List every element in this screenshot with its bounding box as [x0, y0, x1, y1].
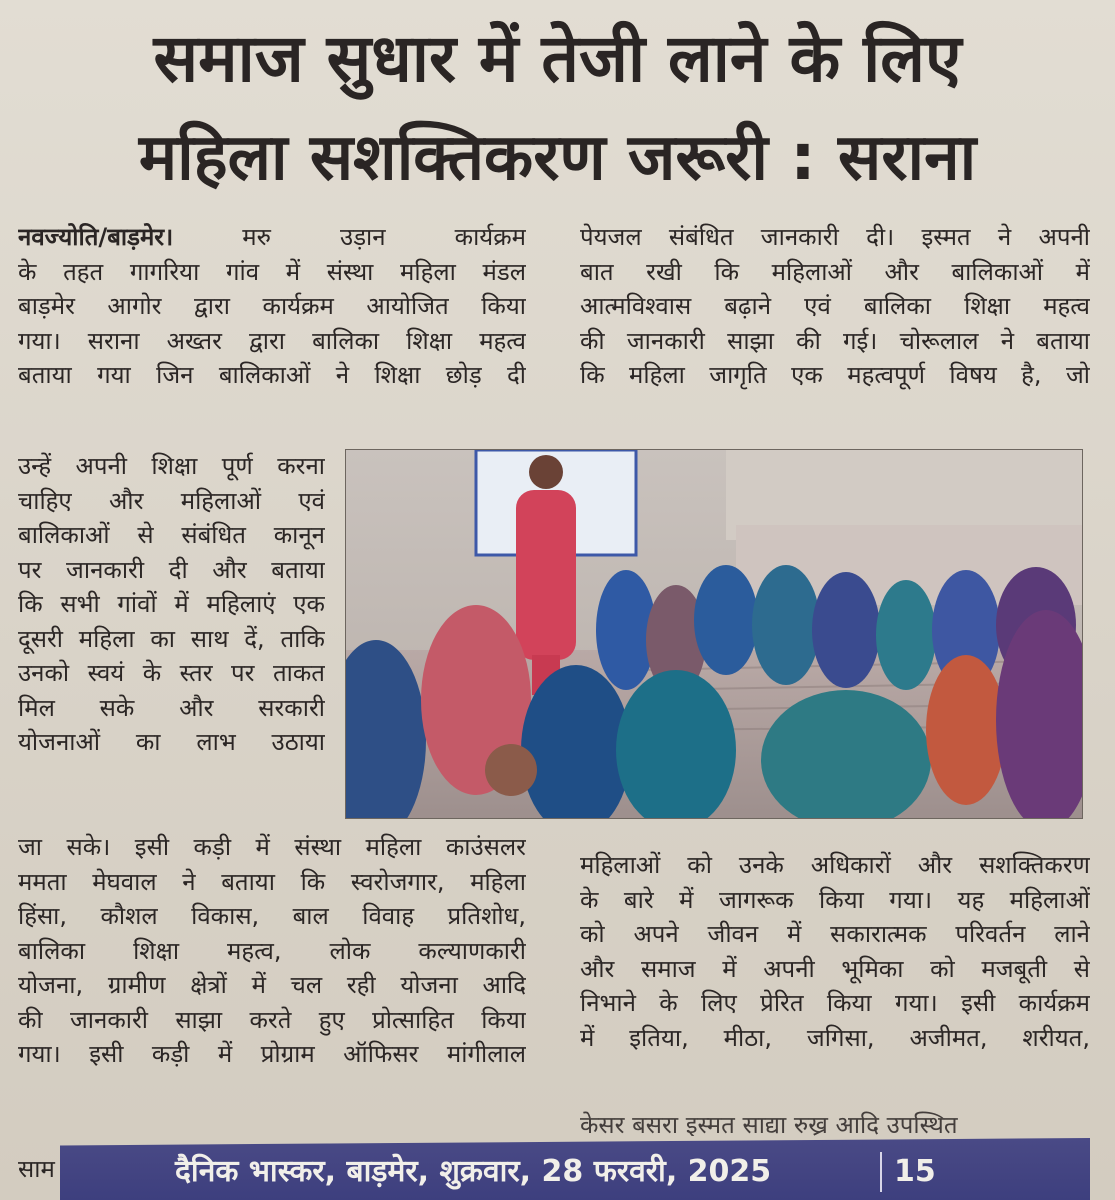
article-line: में इतिया, मीठा, जगिसा, अजीमत, शरीयत,	[580, 1023, 1090, 1052]
article-line: को अपने जीवन में सकारात्मक परिवर्तन लाने	[580, 920, 1090, 948]
article-line: मिल सके और सरकारी	[18, 693, 325, 722]
article-line: पेयजल संबंधित जानकारी दी। इस्मत ने अपनी	[580, 223, 1090, 251]
article-line: के तहत गागरिया गांव में संस्था महिला मंडल	[18, 257, 526, 286]
article-line: चाहिए और महिलाओं एवं	[18, 486, 325, 515]
article-line: दूसरी महिला का साथ दें, ताकि	[18, 624, 325, 653]
article-line: की जानकारी साझा की गई। चोरूलाल ने बताया	[580, 326, 1090, 355]
article-line: उन्हें अपनी शिक्षा पूर्ण करना	[18, 452, 325, 480]
article-line: हिंसा, कौशल विकास, बाल विवाह प्रतिशोध,	[18, 902, 526, 930]
article-column-b-bottom	[580, 848, 1090, 1055]
article-line-cut: केसर बसरा इस्मत साद्या रुख्र आदि उपस्थित	[580, 1111, 958, 1136]
article-line: कि महिला जागृति एक महत्वपूर्ण विषय है, जो	[580, 361, 1090, 389]
article-line: की जानकारी साझा करते हुए प्रोत्साहित किया	[18, 1005, 526, 1034]
article-line: आत्मविश्वास बढ़ाने एवं बालिका शिक्षा महत्व	[580, 292, 1090, 320]
article-line: योजना, ग्रामीण क्षेत्रों में चल रही योजना आदि	[18, 971, 526, 999]
article-line: पर जानकारी दी और बताया	[18, 555, 325, 584]
article-line-text: मरु उड़ान कार्यक्रम	[242, 223, 526, 251]
article-line: बालिकाओं से संबंधित कानून	[18, 521, 325, 549]
masthead-text: दैनिक भास्कर, बाड़मेर, शुक्रवार, 28 फरवरी, 2025	[175, 1154, 772, 1189]
article-line: बताया गया जिन बालिकाओं ने शिक्षा छोड़ दी	[18, 361, 526, 389]
page-number: 15	[880, 1152, 940, 1192]
article-line: गया। इसी कड़ी में प्रोग्राम ऑफिसर मांगीलाल	[18, 1040, 526, 1068]
article-line	[18, 220, 526, 255]
article-line: बालिका शिक्षा महत्व, लोक कल्याणकारी	[18, 936, 526, 965]
article-line-fragment: साम	[18, 1155, 55, 1183]
article-column-b-top	[580, 220, 1090, 393]
article-line: महिलाओं को उनके अधिकारों और सशक्तिकरण	[580, 851, 1090, 879]
article-line: योजनाओं का लाभ उठाया	[18, 728, 325, 756]
article-line: बाड़मेर आगोर द्वारा कार्यक्रम आयोजित किया	[18, 292, 526, 320]
headline-line-1: समाज सुधार में तेजी लाने के लिए	[153, 20, 962, 97]
article-line: गया। सराना अख्तर द्वारा बालिका शिक्षा महत्व	[18, 326, 526, 355]
photo-women-meeting	[346, 450, 1083, 819]
article-line: और समाज में अपनी भूमिका को मजबूती से	[580, 954, 1090, 983]
article-line: बात रखी कि महिलाओं और बालिकाओं में	[580, 257, 1090, 286]
article-line: के बारे में जागरूक किया गया। यह महिलाओं	[580, 885, 1090, 914]
article-column-a-narrow	[18, 449, 325, 760]
article-line: निभाने के लिए प्रेरित किया गया। इसी कार्यक्रम	[580, 989, 1090, 1017]
article-line: उनको स्वयं के स्तर पर ताकत	[18, 659, 325, 687]
headline-line-2: महिला सशक्तिकरण जरूरी : सराना	[138, 121, 977, 195]
article-line: जा सके। इसी कड़ी में संस्था महिला काउंसलर	[18, 833, 526, 861]
article-line: कि सभी गांवों में महिलाएं एक	[18, 590, 325, 618]
article-photo	[345, 449, 1083, 819]
article-column-a-bottom	[18, 830, 526, 1072]
dateline: नवज्योति/बाड़मेर।	[18, 223, 174, 251]
article-line: ममता मेघवाल ने बताया कि स्वरोजगार, महिला	[18, 867, 526, 896]
article-column-a-top	[18, 220, 526, 393]
